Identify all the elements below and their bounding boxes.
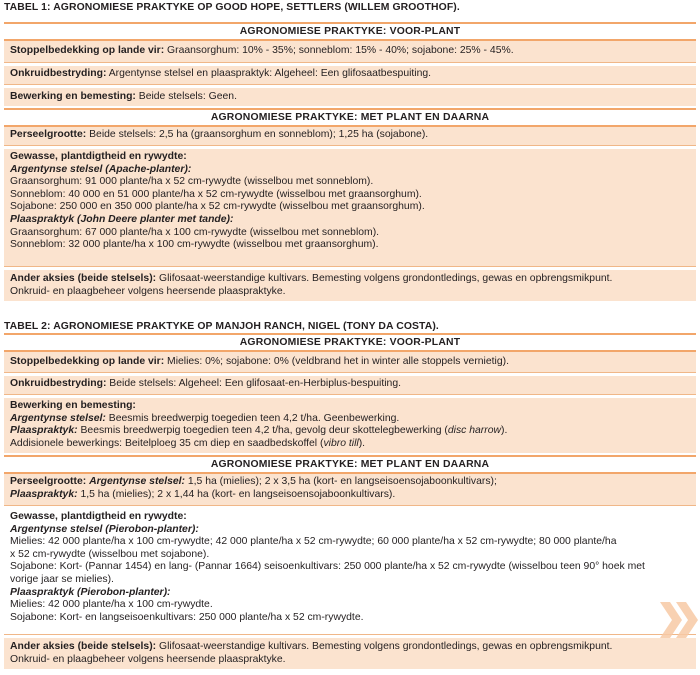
table2-plaas-label: Plaaspraktyk (Pierobon-planter): xyxy=(10,586,171,598)
table1-plaas-label: Plaaspraktyk (John Deere planter met tande): xyxy=(10,213,234,225)
table2-header-preplant: AGRONOMIESE PRAKTYKE: VOOR-PLANT xyxy=(4,333,696,352)
table2-bew-plaas-italic: disc harrow xyxy=(447,425,501,437)
table2-perseel-arg-text: 1,5 ha (mielies); 2 x 3,5 ha (kort- en langseisoensojaboonkultivars); xyxy=(185,476,497,487)
table1-ander-line2: Onkruid- en plaagbeheer volgens heersende plaaspraktyke. xyxy=(10,285,286,297)
double-chevron-right-icon xyxy=(656,600,700,640)
table1 xyxy=(4,22,696,301)
table2-arg-line: vorige jaar se mielies). xyxy=(10,573,114,585)
table2-bew-plaas-end: ). xyxy=(501,425,508,437)
table1-arg-label: Argentynse stelsel (Apache-planter): xyxy=(10,163,192,175)
table2-plaas-line: Sojabone: Kort- en langseisoenkultivars: 250 000 plante/ha x 52 cm-rywydte. xyxy=(10,611,364,623)
table1-header-preplant: AGRONOMIESE PRAKTYKE: VOOR-PLANT xyxy=(4,22,696,41)
table1-row-bewerking xyxy=(4,88,696,106)
table1-stoppel-label: Stoppelbedekking op lande vir: xyxy=(10,45,165,56)
table2-arg-line: x 52 cm-rywydte (wisselbou met sojabone). xyxy=(10,548,210,560)
table1-row-ander xyxy=(4,270,696,301)
table2-bew-add-italic: vibro till xyxy=(323,437,359,449)
table1-arg-line: Sojabone: 250 000 en 350 000 plante/ha x 52 cm-rywydte (wisselbou met graansorghum). xyxy=(10,201,425,213)
table2-plaas-line: Mielies: 42 000 plante/ha x 100 cm-rywydte. xyxy=(10,599,213,611)
table1-header-postplant: AGRONOMIESE PRAKTYKE: MET PLANT EN DAARNA xyxy=(4,108,696,127)
table1-arg-line: Sonneblom: 40 000 en 51 000 plante/ha x 52 cm-rywydte (wisselbou met graansorghum). xyxy=(10,188,422,200)
table1-plaas-line: Graansorghum: 67 000 plante/ha x 100 cm-rywydte (wisselbou met sonneblom). xyxy=(10,226,380,238)
table2 xyxy=(4,333,696,669)
table2-ander-text: Glifosaat-weerstandige kultivars. Bemesting volgens grondontledings, gewas en opbrengsmikpunt. xyxy=(156,641,613,652)
table2-bewerking-label: Bewerking en bemesting: xyxy=(10,400,136,411)
table2-title: TABEL 2: AGRONOMIESE PRAKTYKE OP MANJOH RANCH, NIGEL (TONY DA COSTA). xyxy=(4,321,439,332)
table1-plaas-line: Sonneblom: 32 000 plante/ha x 100 cm-rywydte (wisselbou met graansorghum). xyxy=(10,239,379,251)
table2-bew-plaas-text: Beesmis breedwerpig toegedien teen 4,2 t/ha, gevolg deur skottelegbewerking ( xyxy=(77,425,448,437)
table2-bew-add-end: ). xyxy=(358,437,366,449)
table2-stoppel-text: Mielies: 0%; sojabone: 0% (veldbrand het in winter alle stoppels vernietig). xyxy=(164,356,509,367)
table1-title: TABEL 1: AGRONOMIESE PRAKTYKE OP GOOD HOPE, SETTLERS (WILLEM GROOTHOF). xyxy=(4,2,460,13)
table2-row-onkruid xyxy=(4,376,696,394)
table2-bew-arg-label: Argentynse stelsel: xyxy=(10,412,106,424)
table1-onkruid-text: Argentynse stelsel en plaaspraktyk: Algeheel: Een glifosaatbespuiting. xyxy=(106,68,432,79)
table1-bewerking-label: Bewerking en bemesting: xyxy=(10,91,136,102)
table2-perseel-plaas-label: Plaaspraktyk: xyxy=(10,488,78,500)
table1-ander-text: Glifosaat-weerstandige kultivars. Bemesting volgens grondontledings, gewas en opbrengsmikpunt. xyxy=(156,273,613,284)
table2-perseel-arg-label: Argentynse stelsel: xyxy=(89,476,185,487)
table2-bew-add-text: Addisionele bewerkings: Beitelploeg 35 cm diep en saadbedskoffel ( xyxy=(10,437,324,449)
table1-gewasse-label: Gewasse, plantdigtheid en rywydte: xyxy=(10,151,187,162)
table2-onkruid-text: Beide stelsels: Algeheel: Een glifosaat-en-Herbiplus-bespuiting. xyxy=(106,378,401,389)
table1-ander-label: Ander aksies (beide stelsels): xyxy=(10,273,157,284)
table1-row-perseel xyxy=(4,127,696,145)
table1-row-onkruid xyxy=(4,66,696,84)
table1-perseel-label: Perseelgrootte: xyxy=(10,129,87,140)
table2-row-ander xyxy=(4,638,696,669)
table2-row-perseel xyxy=(4,474,696,505)
table1-perseel-text: Beide stelsels: 2,5 ha (graansorghum en sonneblom); 1,25 ha (sojabone). xyxy=(86,129,429,140)
table2-ander-label: Ander aksies (beide stelsels): xyxy=(10,641,157,652)
table2-perseel-label: Perseelgrootte: xyxy=(10,476,87,487)
table2-arg-line: Mielies: 42 000 plante/ha x 100 cm-rywydte; 42 000 plante/ha x 52 cm-rywydte; 60 000 plante/ha x 52 cm-rywydte; 80 000 plante/ha xyxy=(10,536,617,548)
table2-row-stoppel xyxy=(4,352,696,372)
table2-stoppel-label: Stoppelbedekking op lande vir: xyxy=(10,356,165,367)
table2-row-gewasse xyxy=(4,509,696,635)
table2-row-bewerking xyxy=(4,398,696,453)
table1-stoppel-text: Graansorghum: 10% - 35%; sonneblom: 15% - 40%; sojabone: 25% - 45%. xyxy=(164,45,514,56)
table2-arg-line: Sojabone: Kort- (Pannar 1454) en lang- (Pannar 1664) seisoenkultivars: 250 000 plante/ha x 52 cm-rywydte (wisselbou teen 90° hoek met xyxy=(10,561,645,573)
table1-arg-line: Graansorghum: 91 000 plante/ha x 52 cm-rywydte (wisselbou met sonneblom). xyxy=(10,176,374,188)
table2-onkruid-label: Onkruidbestryding: xyxy=(10,378,107,389)
table2-ander-line2: Onkruid- en plaagbeheer volgens heersende plaaspraktyke. xyxy=(10,653,286,665)
table2-perseel-plaas-text: 1,5 ha (mielies); 2 x 1,44 ha (kort- en langseisoensojaboonkultivars). xyxy=(77,488,396,500)
table2-bew-arg-text: Beesmis breedwerpig toegedien teen 4,2 t/ha. Geenbewerking. xyxy=(105,412,400,424)
table2-header-postplant: AGRONOMIESE PRAKTYKE: MET PLANT EN DAARNA xyxy=(4,455,696,474)
table1-row-gewasse xyxy=(4,149,696,266)
table2-gewasse-label: Gewasse, plantdigtheid en rywydte: xyxy=(10,511,187,522)
table1-onkruid-label: Onkruidbestryding: xyxy=(10,68,107,79)
table1-bewerking-text: Beide stelsels: Geen. xyxy=(135,91,237,102)
table1-row-stoppel xyxy=(4,41,696,62)
table2-bew-plaas-label: Plaaspraktyk: xyxy=(10,425,78,437)
table2-arg-label: Argentynse stelsel (Pierobon-planter): xyxy=(10,523,199,535)
